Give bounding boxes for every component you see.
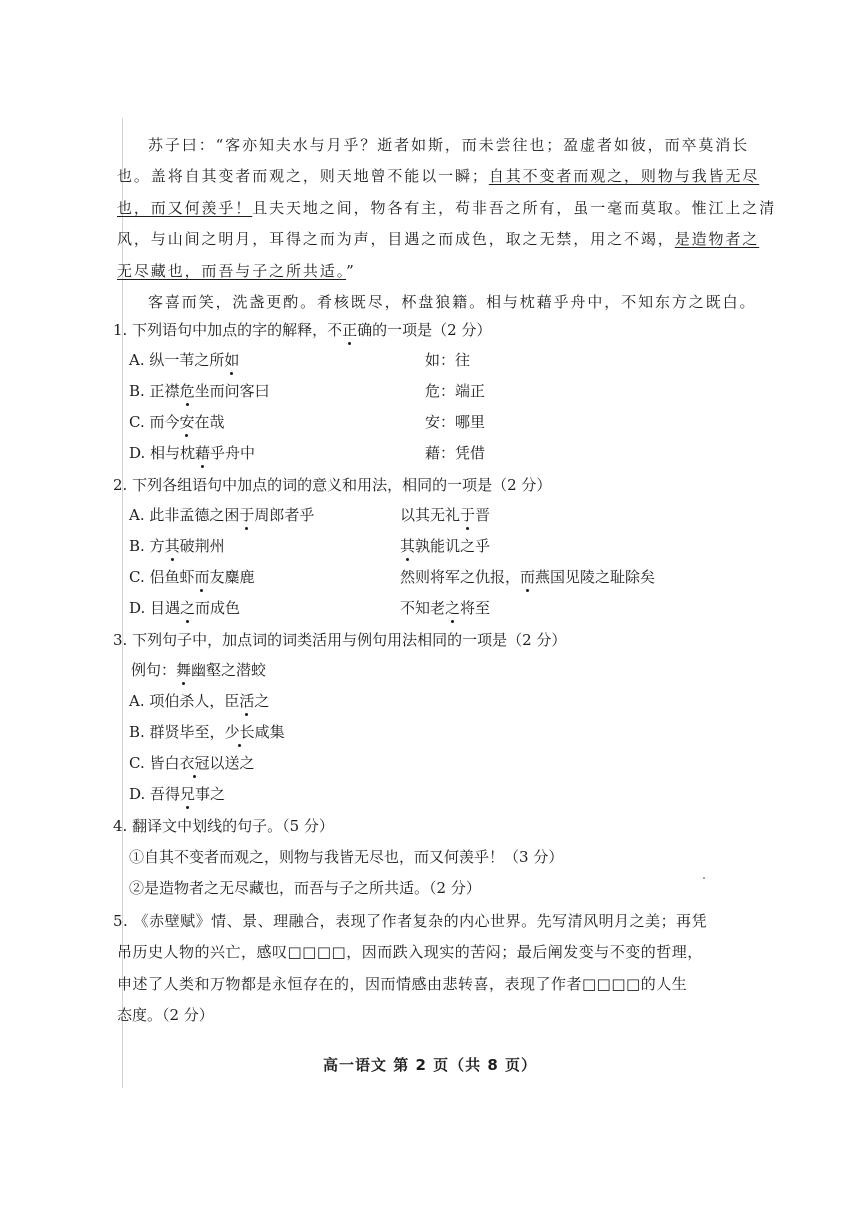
dotted-char: 而 [194,568,210,586]
dotted-char: 其 [400,537,416,555]
passage-text: 风，与山间之明月，耳得之而为声，目遇之而成色，取之无禁，用之不竭， [117,230,675,248]
dotted-char: 活 [239,692,255,710]
question-5-line-1: 5. 《赤壁赋》情、景、理融合，表现了作者复杂的内心世界。先写清风明月之美；再凭 [113,912,708,930]
question-2-option-a-left: A. 此非孟德之困于周郎者乎 [129,506,315,524]
question-2-option-b-right: 其孰能讥之乎 [400,537,491,555]
question-1-option-c: C. 而今安在哉 [129,413,225,431]
question-1-gloss-a: 如：往 [425,351,471,369]
question-1-stem: 1. 下列语句中加点的字的解释，不正确的一项是（2 分） [113,321,492,339]
dotted-char: 而 [520,568,536,586]
passage-text: 苏子曰：“客亦知夫水与月乎？逝者如斯，而未尝往也；盈虚者如彼，而卒莫消长 [148,136,750,154]
question-2-option-a-right: 以其无礼于晋 [400,506,491,524]
question-2-option-d-left: D. 目遇之而成色 [129,599,241,617]
dotted-char: 衣冠 [179,754,210,772]
dotted-char: 少长 [224,723,255,741]
question-2-option-c-left: C. 侣鱼虾而友麋鹿 [129,568,255,586]
dotted-char: 于 [460,506,476,524]
question-5-line-4: 态度。（2 分） [117,1006,214,1024]
dotted-char: 舞 [176,661,192,679]
question-4-stem: 4. 翻译文中划线的句子。（5 分） [113,817,334,835]
passage-text: 客喜而笑，洗盏更酌。肴核既尽，杯盘狼籍。相与枕藉乎舟中，不知东方之既白。 [148,293,757,311]
question-3-option-d: D. 吾得兄事之 [129,785,226,803]
passage-line-2 [117,166,759,186]
dotted-char: 之 [445,599,461,617]
question-3-stem: 3. 下列句子中，加点词的词类活用与例句用法相同的一项是（2 分） [113,631,567,649]
question-3-option-c: C. 皆白衣冠以送之 [129,754,255,772]
underlined-sentence-2: 是造物者之 [674,230,760,248]
passage-text: 且夫天地之间，物各有主，苟非吾之所有，虽一毫而莫取。惟江上之清 [252,199,777,217]
dotted-char: 兄 [180,785,196,803]
question-1-gloss-c: 安：哪里 [425,413,486,431]
question-1-option-a: A. 纵一苇之所如 [129,351,240,369]
question-2-option-d-right: 不知老之将至 [400,599,491,617]
scan-speck [703,877,705,879]
passage-text: 也。盖将自其变者而观之，则天地曾不能以一瞬； [117,167,489,185]
question-3-option-b: B. 群贤毕至，少长咸集 [129,723,285,741]
page-footer: 高一语文 第 2 页（共 8 页） [323,1056,537,1074]
question-1-gloss-d: 藉：凭借 [425,444,486,462]
dotted-char: 藉 [195,444,211,462]
passage-line-4 [117,229,759,249]
passage-line-3 [117,198,776,218]
question-1-option-d: D. 相与枕藉乎舟中 [129,444,256,462]
dotted-char: 如 [224,351,240,369]
question-4-item-2: ②是造物者之无尽藏也，而吾与子之所共适。（2 分） [129,879,481,897]
question-3-option-a: A. 项伯杀人，臣活之 [129,692,270,710]
underlined-sentence-1: 也，而又何羡乎！ [117,199,253,217]
passage-line-5 [117,261,356,281]
question-2-option-c-right: 然则将军之仇报，而燕国见陵之耻除矣 [400,568,656,586]
question-1-gloss-b: 危：端正 [425,382,486,400]
question-1-option-b: B. 正襟危坐而问客曰 [129,382,270,400]
underlined-sentence-1: 自其不变者而观之，则物与我皆无尽 [488,167,760,185]
question-4-item-1: ①自其不变者而观之，则物与我皆无尽也，而又何羡乎！（3 分） [129,848,564,866]
dotted-char: 安 [179,413,195,431]
question-5-line-2: 吊历史人物的兴亡，感叹□□□□，因而跌入现实的苦闷；最后阐发变与不变的哲理， [117,943,703,961]
question-2-option-b-left: B. 方其破荆州 [129,537,225,555]
dotted-emphasis: 不正确 [327,321,373,339]
passage-paragraph-2 [148,292,756,312]
question-2-stem: 2. 下列各组语句中加点的词的意义和用法，相同的一项是（2 分） [113,476,552,494]
question-3-example: 例句：舞幽壑之潜蛟 [131,661,267,679]
dotted-char: 之 [180,599,196,617]
dotted-char: 其 [164,537,180,555]
dotted-char: 于 [239,506,255,524]
question-5-line-3: 申述了人类和万物都是永恒存在的，因而情感由悲转喜，表现了作者□□□□的人生 [117,975,688,993]
passage-line-1 [148,135,749,155]
passage-text: ” [346,262,356,280]
dotted-char: 危 [179,382,195,400]
underlined-sentence-2: 无尽藏也，而吾与子之所共适。 [117,262,347,280]
